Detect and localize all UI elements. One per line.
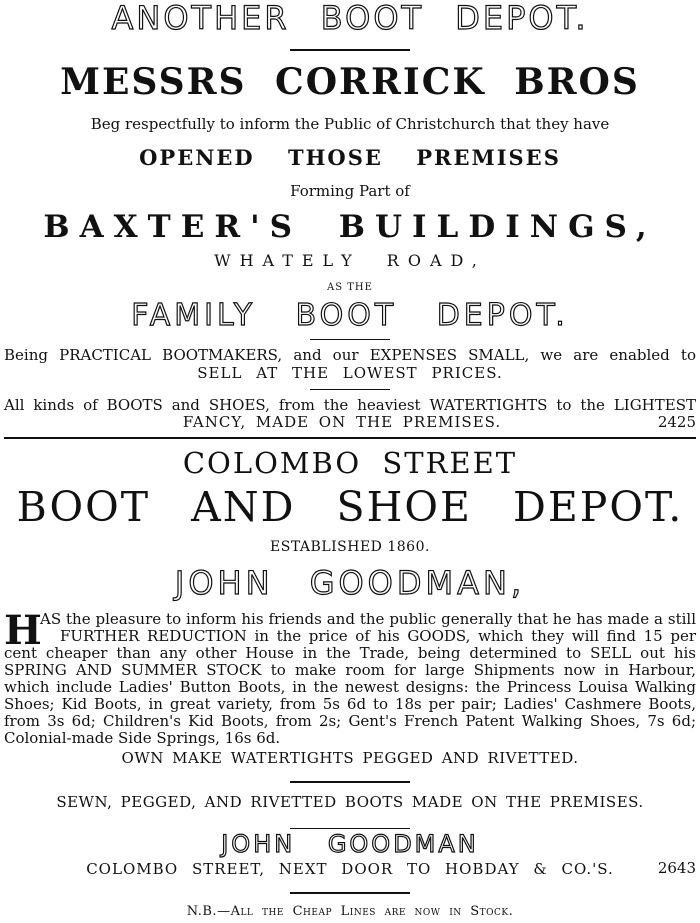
divider (310, 339, 390, 340)
ad2-body-line: from 3s 6d; Children's Kid Boots, from 2s; Gent's French Patent Walking Shoes, 7s 6d; (4, 712, 696, 730)
ad2-address: COLOMBO STREET, NEXT DOOR TO HOBDAY & CO.'S. (86, 860, 614, 878)
ad2-own-make: OWN MAKE WATERTIGHTS PEGGED AND RIVETTED. (121, 749, 579, 767)
ad1-paragraph2-line1: All kinds of BOOTS and SHOES, from the heaviest WATERTIGHTS to the LIGHTEST (4, 396, 696, 414)
ad2-title-line2: BOOT AND SHOE DEPOT. (16, 483, 684, 531)
ad1-paragraph1-line2: SELL AT THE LOWEST PRICES. (197, 364, 503, 382)
divider (290, 781, 410, 783)
ad2-number: 2643 (657, 859, 696, 877)
ad2-body-line: SPRING AND SUMMER STOCK to make room for large Shipments now in Harbour, (4, 661, 696, 679)
ad2-body-line: Colonial-made Side Springs, 16s 6d. (4, 729, 281, 747)
ad1-as-the: AS THE (327, 282, 373, 293)
ad1-paragraph2-line2: FANCY, MADE ON THE PREMISES. (182, 413, 502, 431)
ad2-body-line: AS the pleasure to inform his friends and the public generally that he has made a still (40, 610, 696, 628)
ad1-road: WHATELY ROAD, (214, 251, 486, 270)
ad2-note: N.B.—All the Cheap Lines are now in Stock. (186, 904, 514, 919)
section-rule (4, 437, 696, 439)
ad2-signature: JOHN GOODMAN (221, 830, 479, 858)
ad1-depot-name: FAMILY BOOT DEPOT. (131, 298, 569, 333)
ad1-paragraph1-line1: Being PRACTICAL BOOTMAKERS, and our EXPENSES SMALL, we are enabled to (4, 346, 696, 364)
divider (290, 892, 410, 894)
ad2-body-line: Shoes; Kid Boots, in great variety, from 5s 6d to 18s per pair; Ladies' Cashmere Boots, (4, 695, 696, 713)
divider (310, 389, 390, 390)
ad1-number: 2425 (657, 413, 696, 431)
divider (290, 828, 410, 829)
ad1-buildings: BAXTER'S BUILDINGS, (43, 209, 657, 245)
ad1-forming: Forming Part of (290, 182, 410, 200)
ad2-drop-cap: H (4, 607, 42, 654)
ad2-proprietor: JOHN GOODMAN, (174, 564, 526, 602)
ad1-opened: OPENED THOSE PREMISES (139, 145, 561, 170)
ad1-intro: Beg respectfully to inform the Public of Christchurch that they have (90, 115, 610, 133)
ad1-firm-name: MESSRS CORRICK BROS (60, 61, 640, 103)
ad2-body-line: cent cheaper than any other House in the Trade, being determined to SELL out his (4, 644, 696, 662)
ad2-established: ESTABLISHED 1860. (270, 539, 430, 555)
ad2-sewn: SEWN, PEGGED, AND RIVETTED BOOTS MADE ON THE PREMISES. (56, 793, 644, 811)
divider (290, 49, 410, 51)
ad2-title-line1: COLOMBO STREET (182, 446, 518, 480)
ad2-body-line: which include Ladies' Button Boots, in the newest designs: the Princess Louisa Walking (4, 678, 696, 696)
ad1-header: ANOTHER BOOT DEPOT. (111, 0, 589, 37)
ad2-body-line: FURTHER REDUCTION in the price of his GOODS, which they will find 15 per (60, 627, 696, 645)
